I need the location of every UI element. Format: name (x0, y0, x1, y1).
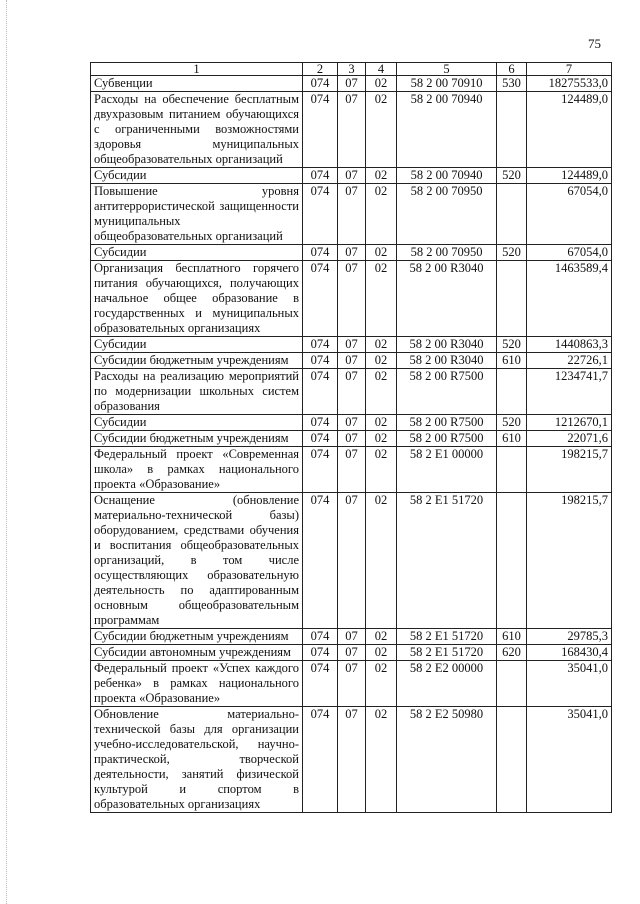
target-article-cell: 58 2 00 70940 (397, 92, 497, 168)
target-article-cell: 58 2 E1 51720 (397, 629, 497, 645)
row-name-cell: Федеральный проект «Современная школа» в рамках национального проекта «Образование» (91, 447, 303, 493)
subsection-cell: 02 (366, 76, 397, 92)
amount-cell: 124489,0 (527, 92, 612, 168)
table-row (91, 707, 612, 813)
table-row (91, 76, 612, 92)
table-row (91, 493, 612, 629)
subsection-cell: 02 (366, 261, 397, 337)
expense-type-cell: 610 (497, 431, 527, 447)
target-article-cell: 58 2 E1 51720 (397, 645, 497, 661)
section-cell: 07 (338, 369, 366, 415)
subsection-cell: 02 (366, 661, 397, 707)
subsection-cell: 02 (366, 337, 397, 353)
section-cell: 07 (338, 707, 366, 813)
section-cell: 07 (338, 415, 366, 431)
target-article-cell: 58 2 00 70950 (397, 184, 497, 245)
amount-cell: 124489,0 (527, 168, 612, 184)
header-cell: 6 (497, 63, 527, 76)
admin-code-cell: 074 (303, 337, 338, 353)
section-cell: 07 (338, 353, 366, 369)
expense-type-cell: 610 (497, 629, 527, 645)
subsection-cell: 02 (366, 415, 397, 431)
expense-type-cell (497, 661, 527, 707)
amount-cell: 168430,4 (527, 645, 612, 661)
subsection-cell: 02 (366, 92, 397, 168)
target-article-cell: 58 2 00 R3040 (397, 353, 497, 369)
subsection-cell: 02 (366, 707, 397, 813)
amount-cell: 198215,7 (527, 447, 612, 493)
row-name-cell: Субсидии автономным учреждениям (91, 645, 303, 661)
amount-cell: 22071,6 (527, 431, 612, 447)
expense-type-cell (497, 369, 527, 415)
table-row (91, 431, 612, 447)
table-header-row (91, 63, 612, 76)
admin-code-cell: 074 (303, 76, 338, 92)
expense-type-cell: 520 (497, 337, 527, 353)
expense-type-cell: 520 (497, 245, 527, 261)
table-row (91, 661, 612, 707)
admin-code-cell: 074 (303, 184, 338, 245)
admin-code-cell: 074 (303, 661, 338, 707)
target-article-cell: 58 2 E2 00000 (397, 661, 497, 707)
subsection-cell: 02 (366, 431, 397, 447)
table-row (91, 415, 612, 431)
table-row (91, 337, 612, 353)
header-cell: 3 (338, 63, 366, 76)
expense-type-cell (497, 493, 527, 629)
table-body (91, 76, 612, 813)
amount-cell: 1463589,4 (527, 261, 612, 337)
row-name-cell: Субсидии бюджетным учреждениям (91, 353, 303, 369)
section-cell: 07 (338, 447, 366, 493)
table-row (91, 447, 612, 493)
section-cell: 07 (338, 245, 366, 261)
admin-code-cell: 074 (303, 92, 338, 168)
section-cell: 07 (338, 261, 366, 337)
row-name-cell: Субсидии (91, 415, 303, 431)
table-row (91, 245, 612, 261)
admin-code-cell: 074 (303, 415, 338, 431)
subsection-cell: 02 (366, 493, 397, 629)
expense-type-cell: 530 (497, 76, 527, 92)
target-article-cell: 58 2 00 R7500 (397, 431, 497, 447)
admin-code-cell: 074 (303, 645, 338, 661)
section-cell: 07 (338, 337, 366, 353)
section-cell: 07 (338, 661, 366, 707)
table-row (91, 168, 612, 184)
page-edge-marks (6, 0, 8, 904)
budget-table (90, 62, 612, 813)
section-cell: 07 (338, 76, 366, 92)
admin-code-cell: 074 (303, 245, 338, 261)
row-name-cell: Субсидии (91, 245, 303, 261)
target-article-cell: 58 2 E1 00000 (397, 447, 497, 493)
subsection-cell: 02 (366, 184, 397, 245)
table-row (91, 353, 612, 369)
row-name-cell: Повышение уровня антитеррористической защищенности муниципальных общеобразовательных организаций (91, 184, 303, 245)
expense-type-cell (497, 261, 527, 337)
table-row (91, 261, 612, 337)
section-cell: 07 (338, 645, 366, 661)
admin-code-cell: 074 (303, 369, 338, 415)
header-cell: 2 (303, 63, 338, 76)
subsection-cell: 02 (366, 353, 397, 369)
target-article-cell: 58 2 00 70950 (397, 245, 497, 261)
table-row (91, 369, 612, 415)
table-row (91, 92, 612, 168)
target-article-cell: 58 2 E2 50980 (397, 707, 497, 813)
table-row (91, 629, 612, 645)
subsection-cell: 02 (366, 245, 397, 261)
row-name-cell: Расходы на обеспечение бесплатным двухразовым питанием обучающихся с ограниченными возможностями здоровья муниципальных общеобразовательных организаций (91, 92, 303, 168)
admin-code-cell: 074 (303, 493, 338, 629)
section-cell: 07 (338, 629, 366, 645)
expense-type-cell (497, 92, 527, 168)
row-name-cell: Расходы на реализацию мероприятий по модернизации школьных систем образования (91, 369, 303, 415)
subsection-cell: 02 (366, 629, 397, 645)
table-row (91, 184, 612, 245)
header-cell: 7 (527, 63, 612, 76)
table-row (91, 645, 612, 661)
amount-cell: 1440863,3 (527, 337, 612, 353)
header-cell: 1 (91, 63, 303, 76)
expense-type-cell: 620 (497, 645, 527, 661)
target-article-cell: 58 2 00 70940 (397, 168, 497, 184)
row-name-cell: Федеральный проект «Успех каждого ребенка» в рамках национального проекта «Образование» (91, 661, 303, 707)
row-name-cell: Субсидии бюджетным учреждениям (91, 629, 303, 645)
admin-code-cell: 074 (303, 431, 338, 447)
amount-cell: 1212670,1 (527, 415, 612, 431)
subsection-cell: 02 (366, 447, 397, 493)
admin-code-cell: 074 (303, 168, 338, 184)
admin-code-cell: 074 (303, 707, 338, 813)
row-name-cell: Оснащение (обновление материально-технической базы) оборудованием, средствами обучения и воспитания общеобразовательных организаций, в том числе осуществляющих образовательную деятельность по адаптированным основным общеобразовательным программам (91, 493, 303, 629)
amount-cell: 22726,1 (527, 353, 612, 369)
row-name-cell: Субсидии (91, 168, 303, 184)
target-article-cell: 58 2 00 R3040 (397, 337, 497, 353)
row-name-cell: Субвенции (91, 76, 303, 92)
section-cell: 07 (338, 184, 366, 245)
header-cell: 5 (397, 63, 497, 76)
expense-type-cell (497, 184, 527, 245)
admin-code-cell: 074 (303, 447, 338, 493)
subsection-cell: 02 (366, 369, 397, 415)
admin-code-cell: 074 (303, 353, 338, 369)
page-number: 75 (588, 36, 601, 51)
target-article-cell: 58 2 00 R7500 (397, 415, 497, 431)
expense-type-cell (497, 447, 527, 493)
amount-cell: 198215,7 (527, 493, 612, 629)
expense-type-cell (497, 707, 527, 813)
amount-cell: 35041,0 (527, 661, 612, 707)
amount-cell: 1234741,7 (527, 369, 612, 415)
row-name-cell: Субсидии (91, 337, 303, 353)
section-cell: 07 (338, 493, 366, 629)
expense-type-cell: 520 (497, 415, 527, 431)
target-article-cell: 58 2 00 R7500 (397, 369, 497, 415)
subsection-cell: 02 (366, 645, 397, 661)
amount-cell: 29785,3 (527, 629, 612, 645)
subsection-cell: 02 (366, 168, 397, 184)
section-cell: 07 (338, 168, 366, 184)
row-name-cell: Организация бесплатного горячего питания обучающихся, получающих начальное общее образование в государственных и муниципальных образовательных организациях (91, 261, 303, 337)
admin-code-cell: 074 (303, 261, 338, 337)
amount-cell: 67054,0 (527, 184, 612, 245)
row-name-cell: Субсидии бюджетным учреждениям (91, 431, 303, 447)
admin-code-cell: 074 (303, 629, 338, 645)
row-name-cell: Обновление материально-технической базы для организации учебно-исследовательской, научно-практической, творческой деятельности, занятий физической культурой и спортом в образовательных организациях (91, 707, 303, 813)
section-cell: 07 (338, 92, 366, 168)
target-article-cell: 58 2 00 70910 (397, 76, 497, 92)
amount-cell: 35041,0 (527, 707, 612, 813)
target-article-cell: 58 2 E1 51720 (397, 493, 497, 629)
expense-type-cell: 610 (497, 353, 527, 369)
amount-cell: 18275533,0 (527, 76, 612, 92)
section-cell: 07 (338, 431, 366, 447)
header-cell: 4 (366, 63, 397, 76)
expense-type-cell: 520 (497, 168, 527, 184)
target-article-cell: 58 2 00 R3040 (397, 261, 497, 337)
amount-cell: 67054,0 (527, 245, 612, 261)
